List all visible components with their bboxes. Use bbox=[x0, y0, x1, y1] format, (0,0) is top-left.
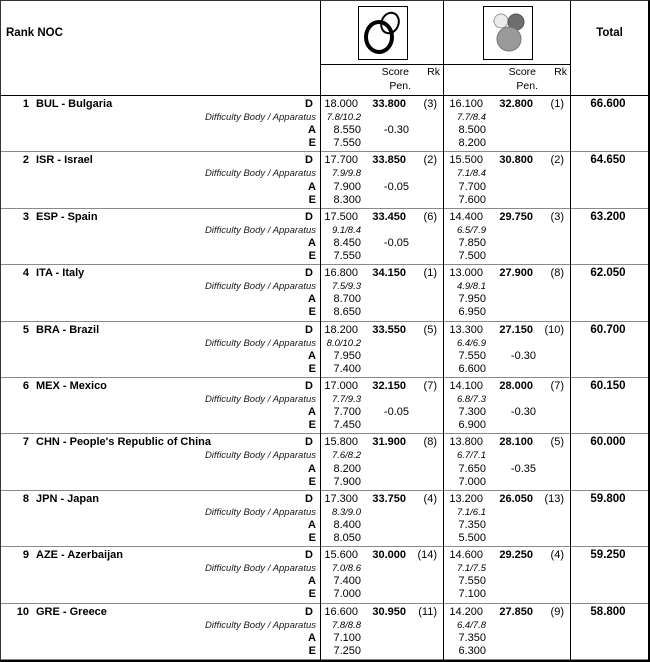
d-score-line bbox=[1, 324, 648, 337]
app2-apparatus-rank: (9) bbox=[550, 605, 564, 618]
app1-a-value: 8.700 bbox=[333, 293, 361, 306]
app2-apparatus-rank: (1) bbox=[550, 98, 564, 110]
app2-apparatus-rank: (10) bbox=[544, 323, 564, 336]
app1-a-value: 7.100 bbox=[333, 631, 361, 644]
a-score-line bbox=[1, 575, 648, 588]
app2-score: 27.150 bbox=[499, 323, 533, 336]
a-score-line bbox=[1, 124, 648, 137]
app1-difficulty-values: 7.9/9.8 bbox=[331, 168, 361, 180]
app1-difficulty-values: 7.6/8.2 bbox=[331, 450, 361, 462]
app2-d-value: 15.500 bbox=[449, 154, 483, 167]
app2-penalty bbox=[492, 124, 542, 137]
app2-d-value: 16.100 bbox=[449, 98, 483, 110]
app2-e-value: 6.900 bbox=[458, 419, 486, 432]
app2-a-value: 7.300 bbox=[458, 406, 486, 419]
e-score-line bbox=[1, 476, 648, 489]
a-label: A bbox=[308, 462, 316, 475]
rank-column-label: Rk bbox=[427, 66, 440, 78]
app2-difficulty-values: 6.4/7.8 bbox=[456, 619, 486, 631]
team-name: ITA - Italy bbox=[36, 267, 85, 280]
app2-score: 27.900 bbox=[499, 267, 533, 280]
app1-e-value: 7.450 bbox=[333, 419, 361, 432]
e-score-line bbox=[1, 532, 648, 545]
app1-apparatus-rank: (5) bbox=[423, 323, 437, 336]
app2-a-value: 7.550 bbox=[458, 349, 486, 362]
app1-apparatus-rank: (8) bbox=[423, 436, 437, 449]
a-label: A bbox=[308, 406, 316, 419]
team-total: 66.600 bbox=[590, 98, 626, 110]
app2-score: 28.100 bbox=[499, 436, 533, 449]
app1-penalty: -0.05 bbox=[383, 406, 409, 419]
e-label: E bbox=[308, 137, 316, 150]
app2-score: 29.250 bbox=[499, 549, 533, 562]
app1-penalty: -0.30 bbox=[383, 124, 409, 137]
a-score-line bbox=[1, 350, 648, 363]
app2-e-value: 6.600 bbox=[458, 362, 486, 375]
app2-penalty: -0.30 bbox=[510, 406, 536, 419]
score-column-label: Score bbox=[508, 66, 536, 78]
app2-penalty: -0.30 bbox=[510, 349, 536, 362]
app1-d-value: 15.600 bbox=[324, 549, 358, 562]
app2-a-value: 7.650 bbox=[458, 462, 486, 475]
app2-d-value: 13.200 bbox=[449, 492, 483, 505]
app1-e-value: 7.000 bbox=[333, 588, 361, 601]
app2-difficulty-values: 7.1/6.1 bbox=[456, 506, 486, 518]
e-label: E bbox=[308, 644, 316, 657]
app1-apparatus-rank: (7) bbox=[423, 379, 437, 392]
difficulty-line bbox=[1, 562, 648, 575]
difficulty-label: Difficulty Body / Apparatus bbox=[204, 619, 316, 631]
difficulty-label: Difficulty Body / Apparatus bbox=[204, 112, 316, 124]
app1-apparatus-rank: (4) bbox=[423, 492, 437, 505]
d-score-line bbox=[1, 436, 648, 449]
team-name: JPN - Japan bbox=[36, 492, 99, 505]
team-total: 60.150 bbox=[590, 379, 626, 392]
e-label: E bbox=[308, 419, 316, 432]
team-rank: 1 bbox=[22, 98, 29, 110]
e-label: E bbox=[308, 306, 316, 319]
app1-penalty: -0.05 bbox=[383, 180, 409, 193]
team-row bbox=[1, 434, 648, 490]
table-header bbox=[1, 1, 648, 96]
app1-penalty bbox=[367, 463, 415, 476]
d-score-line bbox=[1, 98, 648, 111]
app2-difficulty-values: 6.8/7.3 bbox=[456, 394, 486, 406]
penalty-column-label: Pen. bbox=[516, 80, 538, 92]
app1-difficulty-values: 9.1/8.4 bbox=[331, 224, 361, 236]
app1-d-value: 15.800 bbox=[324, 436, 358, 449]
team-row bbox=[1, 152, 648, 208]
team-name: GRE - Greece bbox=[36, 605, 107, 618]
d-label: D bbox=[305, 210, 313, 223]
a-label: A bbox=[308, 236, 316, 249]
e-score-line bbox=[1, 645, 648, 658]
team-name: BUL - Bulgaria bbox=[36, 98, 113, 110]
a-label: A bbox=[308, 293, 316, 306]
app1-difficulty-values: 8.3/9.0 bbox=[331, 506, 361, 518]
app2-e-value: 8.200 bbox=[458, 137, 486, 150]
difficulty-line bbox=[1, 619, 648, 632]
team-row bbox=[1, 491, 648, 547]
app2-apparatus-rank: (7) bbox=[550, 379, 564, 392]
d-label: D bbox=[305, 379, 313, 392]
app2-apparatus-rank: (8) bbox=[550, 267, 564, 280]
app2-difficulty-values: 6.4/6.9 bbox=[456, 337, 486, 349]
app2-score: 29.750 bbox=[499, 210, 533, 223]
team-total: 62.050 bbox=[590, 267, 626, 280]
app2-d-value: 14.400 bbox=[449, 210, 483, 223]
app1-penalty bbox=[367, 575, 415, 588]
difficulty-label: Difficulty Body / Apparatus bbox=[204, 394, 316, 406]
a-label: A bbox=[308, 575, 316, 588]
d-label: D bbox=[305, 436, 313, 449]
d-score-line bbox=[1, 606, 648, 619]
app2-e-value: 6.300 bbox=[458, 644, 486, 657]
team-rank: 10 bbox=[16, 605, 29, 618]
difficulty-label: Difficulty Body / Apparatus bbox=[204, 224, 316, 236]
app1-difficulty-values: 8.0/10.2 bbox=[326, 337, 361, 349]
app1-d-value: 18.200 bbox=[324, 323, 358, 336]
score-column-label: Score bbox=[381, 66, 409, 78]
app2-a-value: 7.350 bbox=[458, 631, 486, 644]
app2-a-value: 7.700 bbox=[458, 180, 486, 193]
app2-difficulty-values: 6.5/7.9 bbox=[456, 224, 486, 236]
app1-a-value: 8.550 bbox=[333, 124, 361, 137]
app2-apparatus-rank: (5) bbox=[550, 436, 564, 449]
app1-a-value: 7.700 bbox=[333, 406, 361, 419]
team-rank: 2 bbox=[22, 154, 29, 167]
app2-score: 28.000 bbox=[499, 379, 533, 392]
app2-difficulty-values: 7.1/8.4 bbox=[456, 168, 486, 180]
d-label: D bbox=[305, 605, 313, 618]
team-row bbox=[1, 547, 648, 603]
app1-apparatus-rank: (11) bbox=[418, 605, 437, 618]
app1-score: 30.950 bbox=[372, 605, 406, 618]
d-score-line bbox=[1, 211, 648, 224]
team-rank: 4 bbox=[22, 267, 29, 280]
team-rank: 9 bbox=[22, 549, 29, 562]
a-label: A bbox=[308, 631, 316, 644]
team-row bbox=[1, 209, 648, 265]
difficulty-label: Difficulty Body / Apparatus bbox=[204, 168, 316, 180]
e-score-line bbox=[1, 306, 648, 319]
d-score-line bbox=[1, 154, 648, 167]
team-row bbox=[1, 265, 648, 321]
app1-apparatus-rank: (6) bbox=[423, 210, 437, 223]
app2-score: 30.800 bbox=[499, 154, 533, 167]
e-score-line bbox=[1, 137, 648, 150]
difficulty-line bbox=[1, 506, 648, 519]
app2-e-value: 7.100 bbox=[458, 588, 486, 601]
e-label: E bbox=[308, 532, 316, 545]
difficulty-label: Difficulty Body / Apparatus bbox=[204, 563, 316, 575]
team-rank: 8 bbox=[22, 492, 29, 505]
app1-a-value: 7.950 bbox=[333, 349, 361, 362]
app1-score: 33.550 bbox=[372, 323, 406, 336]
d-score-line bbox=[1, 267, 648, 280]
team-total: 60.000 bbox=[590, 436, 626, 449]
app2-difficulty-values: 6.7/7.1 bbox=[456, 450, 486, 462]
app2-difficulty-values: 4.9/8.1 bbox=[456, 281, 486, 293]
difficulty-line bbox=[1, 167, 648, 180]
d-label: D bbox=[305, 492, 313, 505]
team-rank: 7 bbox=[22, 436, 29, 449]
app1-difficulty-values: 7.7/9.3 bbox=[331, 394, 361, 406]
app1-apparatus-rank: (2) bbox=[423, 154, 437, 167]
app1-penalty bbox=[367, 293, 415, 306]
a-score-line bbox=[1, 632, 648, 645]
app1-difficulty-values: 7.8/8.8 bbox=[331, 619, 361, 631]
app2-a-value: 8.500 bbox=[458, 124, 486, 137]
a-label: A bbox=[308, 518, 316, 531]
e-label: E bbox=[308, 475, 316, 488]
team-rank: 6 bbox=[22, 379, 29, 392]
app1-a-value: 8.400 bbox=[333, 518, 361, 531]
app1-penalty bbox=[367, 632, 415, 645]
team-name: CHN - People's Republic of China bbox=[36, 436, 211, 449]
app1-d-value: 16.600 bbox=[324, 605, 358, 618]
app2-apparatus-rank: (13) bbox=[544, 492, 564, 505]
team-rank: 3 bbox=[22, 210, 29, 223]
app1-d-value: 16.800 bbox=[324, 267, 358, 280]
app2-penalty bbox=[492, 181, 542, 194]
a-label: A bbox=[308, 124, 316, 137]
app1-score: 33.800 bbox=[372, 98, 406, 110]
app2-penalty: -0.35 bbox=[510, 462, 536, 475]
apparatus1-subheader bbox=[321, 65, 444, 95]
e-score-line bbox=[1, 363, 648, 376]
app1-d-value: 17.300 bbox=[324, 492, 358, 505]
team-total: 64.650 bbox=[590, 154, 626, 167]
a-score-line bbox=[1, 406, 648, 419]
team-total: 58.800 bbox=[590, 605, 626, 618]
app1-apparatus-rank: (1) bbox=[423, 267, 437, 280]
app1-e-value: 7.550 bbox=[333, 250, 361, 263]
app1-score: 33.750 bbox=[372, 492, 406, 505]
team-name: MEX - Mexico bbox=[36, 379, 107, 392]
app1-e-value: 8.650 bbox=[333, 306, 361, 319]
penalty-column-label: Pen. bbox=[389, 80, 411, 92]
difficulty-label: Difficulty Body / Apparatus bbox=[204, 506, 316, 518]
e-score-line bbox=[1, 419, 648, 432]
app1-d-value: 17.500 bbox=[324, 210, 358, 223]
app2-e-value: 6.950 bbox=[458, 306, 486, 319]
teams-list bbox=[1, 96, 648, 660]
app1-difficulty-values: 7.8/10.2 bbox=[326, 112, 361, 124]
a-score-line bbox=[1, 237, 648, 250]
app2-d-value: 13.300 bbox=[449, 323, 483, 336]
app2-penalty bbox=[492, 632, 542, 645]
app1-e-value: 7.550 bbox=[333, 137, 361, 150]
e-score-line bbox=[1, 588, 648, 601]
app2-d-value: 14.100 bbox=[449, 379, 483, 392]
team-row bbox=[1, 378, 648, 434]
d-label: D bbox=[305, 549, 313, 562]
difficulty-line bbox=[1, 449, 648, 462]
app1-a-value: 7.400 bbox=[333, 575, 361, 588]
app1-e-value: 8.300 bbox=[333, 193, 361, 206]
team-total: 59.250 bbox=[590, 549, 626, 562]
app1-score: 32.150 bbox=[372, 379, 406, 392]
app2-a-value: 7.950 bbox=[458, 293, 486, 306]
d-label: D bbox=[305, 323, 313, 336]
team-name: ESP - Spain bbox=[36, 210, 98, 223]
app2-e-value: 5.500 bbox=[458, 532, 486, 545]
team-name: BRA - Brazil bbox=[36, 323, 100, 336]
d-label: D bbox=[305, 98, 313, 110]
difficulty-label: Difficulty Body / Apparatus bbox=[204, 281, 316, 293]
difficulty-line bbox=[1, 280, 648, 293]
team-row bbox=[1, 604, 648, 660]
e-label: E bbox=[308, 362, 316, 375]
app2-difficulty-values: 7.1/7.5 bbox=[456, 563, 486, 575]
app1-score: 33.850 bbox=[372, 154, 406, 167]
app1-d-value: 17.000 bbox=[324, 379, 358, 392]
difficulty-label: Difficulty Body / Apparatus bbox=[204, 337, 316, 349]
a-score-line bbox=[1, 519, 648, 532]
apparatus1-header-cell bbox=[321, 1, 444, 65]
rank-column-label: Rk bbox=[554, 66, 567, 78]
a-label: A bbox=[308, 180, 316, 193]
app1-d-value: 18.000 bbox=[324, 98, 358, 110]
app1-a-value: 8.450 bbox=[333, 236, 361, 249]
app2-a-value: 7.850 bbox=[458, 236, 486, 249]
app2-d-value: 13.000 bbox=[449, 267, 483, 280]
a-score-line bbox=[1, 181, 648, 194]
d-label: D bbox=[305, 154, 313, 167]
e-score-line bbox=[1, 194, 648, 207]
team-total: 60.700 bbox=[590, 323, 626, 336]
app1-score: 34.150 bbox=[372, 267, 406, 280]
app1-d-value: 17.700 bbox=[324, 154, 358, 167]
app2-difficulty-values: 7.7/8.4 bbox=[456, 112, 486, 124]
total-header: Total bbox=[596, 27, 623, 39]
d-score-line bbox=[1, 493, 648, 506]
team-name: ISR - Israel bbox=[36, 154, 93, 167]
app2-a-value: 7.550 bbox=[458, 575, 486, 588]
app2-penalty bbox=[492, 575, 542, 588]
app2-apparatus-rank: (3) bbox=[550, 210, 564, 223]
app1-difficulty-values: 7.0/8.6 bbox=[331, 563, 361, 575]
app1-score: 33.450 bbox=[372, 210, 406, 223]
app2-e-value: 7.500 bbox=[458, 250, 486, 263]
app2-score: 27.850 bbox=[499, 605, 533, 618]
rank-noc-header: Rank NOC bbox=[6, 27, 63, 39]
hoops-icon bbox=[358, 6, 408, 60]
app1-score: 30.000 bbox=[372, 549, 406, 562]
app2-d-value: 14.200 bbox=[449, 605, 483, 618]
balls-icon bbox=[483, 6, 533, 60]
d-score-line bbox=[1, 549, 648, 562]
app2-apparatus-rank: (2) bbox=[550, 154, 564, 167]
team-rank: 5 bbox=[22, 323, 29, 336]
app1-apparatus-rank: (3) bbox=[423, 98, 437, 110]
app2-a-value: 7.350 bbox=[458, 518, 486, 531]
a-label: A bbox=[308, 349, 316, 362]
a-score-line bbox=[1, 463, 648, 476]
app2-score: 32.800 bbox=[499, 98, 533, 110]
app1-penalty: -0.05 bbox=[383, 236, 409, 249]
app1-penalty bbox=[367, 519, 415, 532]
app2-penalty bbox=[492, 293, 542, 306]
app1-e-value: 7.250 bbox=[333, 644, 361, 657]
a-score-line bbox=[1, 293, 648, 306]
app2-d-value: 14.600 bbox=[449, 549, 483, 562]
app1-a-value: 7.900 bbox=[333, 180, 361, 193]
app2-apparatus-rank: (4) bbox=[550, 549, 564, 562]
app2-e-value: 7.000 bbox=[458, 475, 486, 488]
team-total: 59.800 bbox=[590, 492, 626, 505]
team-total: 63.200 bbox=[590, 210, 626, 223]
difficulty-line bbox=[1, 337, 648, 350]
app1-penalty bbox=[367, 350, 415, 363]
app1-apparatus-rank: (14) bbox=[417, 549, 437, 562]
apparatus2-header-cell bbox=[444, 1, 571, 65]
app1-difficulty-values: 7.5/9.3 bbox=[331, 281, 361, 293]
app2-penalty bbox=[492, 519, 542, 532]
app2-score: 26.050 bbox=[499, 492, 533, 505]
difficulty-line bbox=[1, 393, 648, 406]
difficulty-line bbox=[1, 111, 648, 124]
e-label: E bbox=[308, 250, 316, 263]
app1-e-value: 8.050 bbox=[333, 532, 361, 545]
apparatus2-subheader bbox=[444, 65, 571, 95]
e-label: E bbox=[308, 193, 316, 206]
team-name: AZE - Azerbaijan bbox=[36, 549, 123, 562]
app2-d-value: 13.800 bbox=[449, 436, 483, 449]
team-row bbox=[1, 322, 648, 378]
app2-e-value: 7.600 bbox=[458, 193, 486, 206]
team-row bbox=[1, 96, 648, 152]
e-label: E bbox=[308, 588, 316, 601]
difficulty-label: Difficulty Body / Apparatus bbox=[204, 450, 316, 462]
d-score-line bbox=[1, 380, 648, 393]
app1-e-value: 7.400 bbox=[333, 362, 361, 375]
app2-penalty bbox=[492, 237, 542, 250]
app1-score: 31.900 bbox=[372, 436, 406, 449]
app1-a-value: 8.200 bbox=[333, 462, 361, 475]
difficulty-line bbox=[1, 224, 648, 237]
d-label: D bbox=[305, 267, 313, 280]
e-score-line bbox=[1, 250, 648, 263]
app1-e-value: 7.900 bbox=[333, 475, 361, 488]
